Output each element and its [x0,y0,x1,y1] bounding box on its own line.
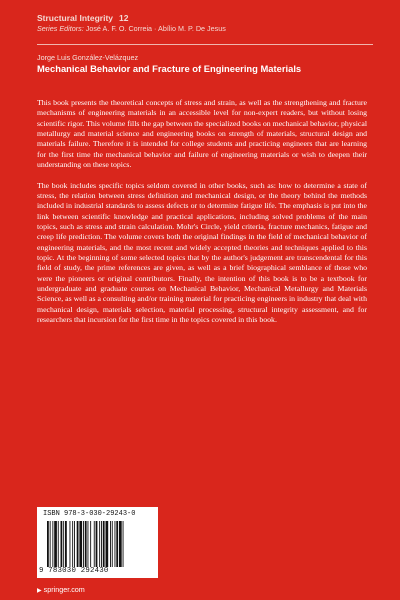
series-info [37,13,367,34]
website-text: springer.com [43,585,85,594]
description-paragraph: The book includes specific topics seldom covered in other books, such as: how to determine a state of stress, the relation between stress definition and mechanical design, or the theory behind the methods included in industrial standards to assess defects or to determine fatigue life. The emphasis is put into the link between scientific knowledge and practical applications, including solved problems of the main topics, such as stress and strain calculation. Mohr's Circle, yield criteria, fracture mechanics, fatigue and creep life prediction. The volume covers both the original findings in the field of mechanical behavior of engineering materials, and the most recent and widely accepted theories and techniques applied to this topic. At the beginning of some selected topics that by the author's judgement are transcendental for this field of study, the prime references are given, as well as a brief biographical semblance of those who were the pioneers or original contributors. Finally, the intention of this book is to be a textbook for undergraduate and graduate courses on Mechanical Behavior, Mechanical Metallurgy and Materials Science, as well as a consulting and/or training material for practicing engineers in industry that deal with mechanical design, materials selection, material processing, structural integrity assessment, and for researchers that incursion for the first time in the topics covered in this book. [37,180,367,325]
header-divider [37,44,373,45]
arrow-icon: ▶ [37,588,42,594]
series-editors-label: Series Editors: [37,24,84,33]
book-title: Mechanical Behavior and Fracture of Engineering Materials [37,63,302,74]
series-heading [37,13,367,24]
book-description [37,98,367,336]
book-author: Jorge Luis González-Velázquez [37,53,139,62]
isbn-label: ISBN 978-3-030-29243-0 [43,510,136,518]
barcode-bars [47,521,149,567]
series-volume: 12 [119,13,129,23]
series-editors-line [37,24,367,34]
isbn-barcode [37,507,158,578]
series-editors: José A. F. O. Correia · Abílio M. P. De Jesus [85,24,226,33]
barcode-digits: 9 783030 292430 [39,567,109,575]
series-name: Structural Integrity [37,13,114,23]
description-paragraph: This book presents the theoretical concepts of stress and strain, as well as the strengthening and fracture mechanisms of engineering materials in an accessible level for non-expert readers, but without losing scientific rigor. This volume fills the gap between the specialized books on mechanical behavior, physical metallurgy and material science and engineering books on strength of materials, structural design and materials failure. Therefore it is intended for college students and practicing engineers that are learning for the first time the mechanical behavior and failure of engineering materials or wish to deepen their understanding on these topics. [37,98,367,170]
publisher-website [37,585,85,594]
